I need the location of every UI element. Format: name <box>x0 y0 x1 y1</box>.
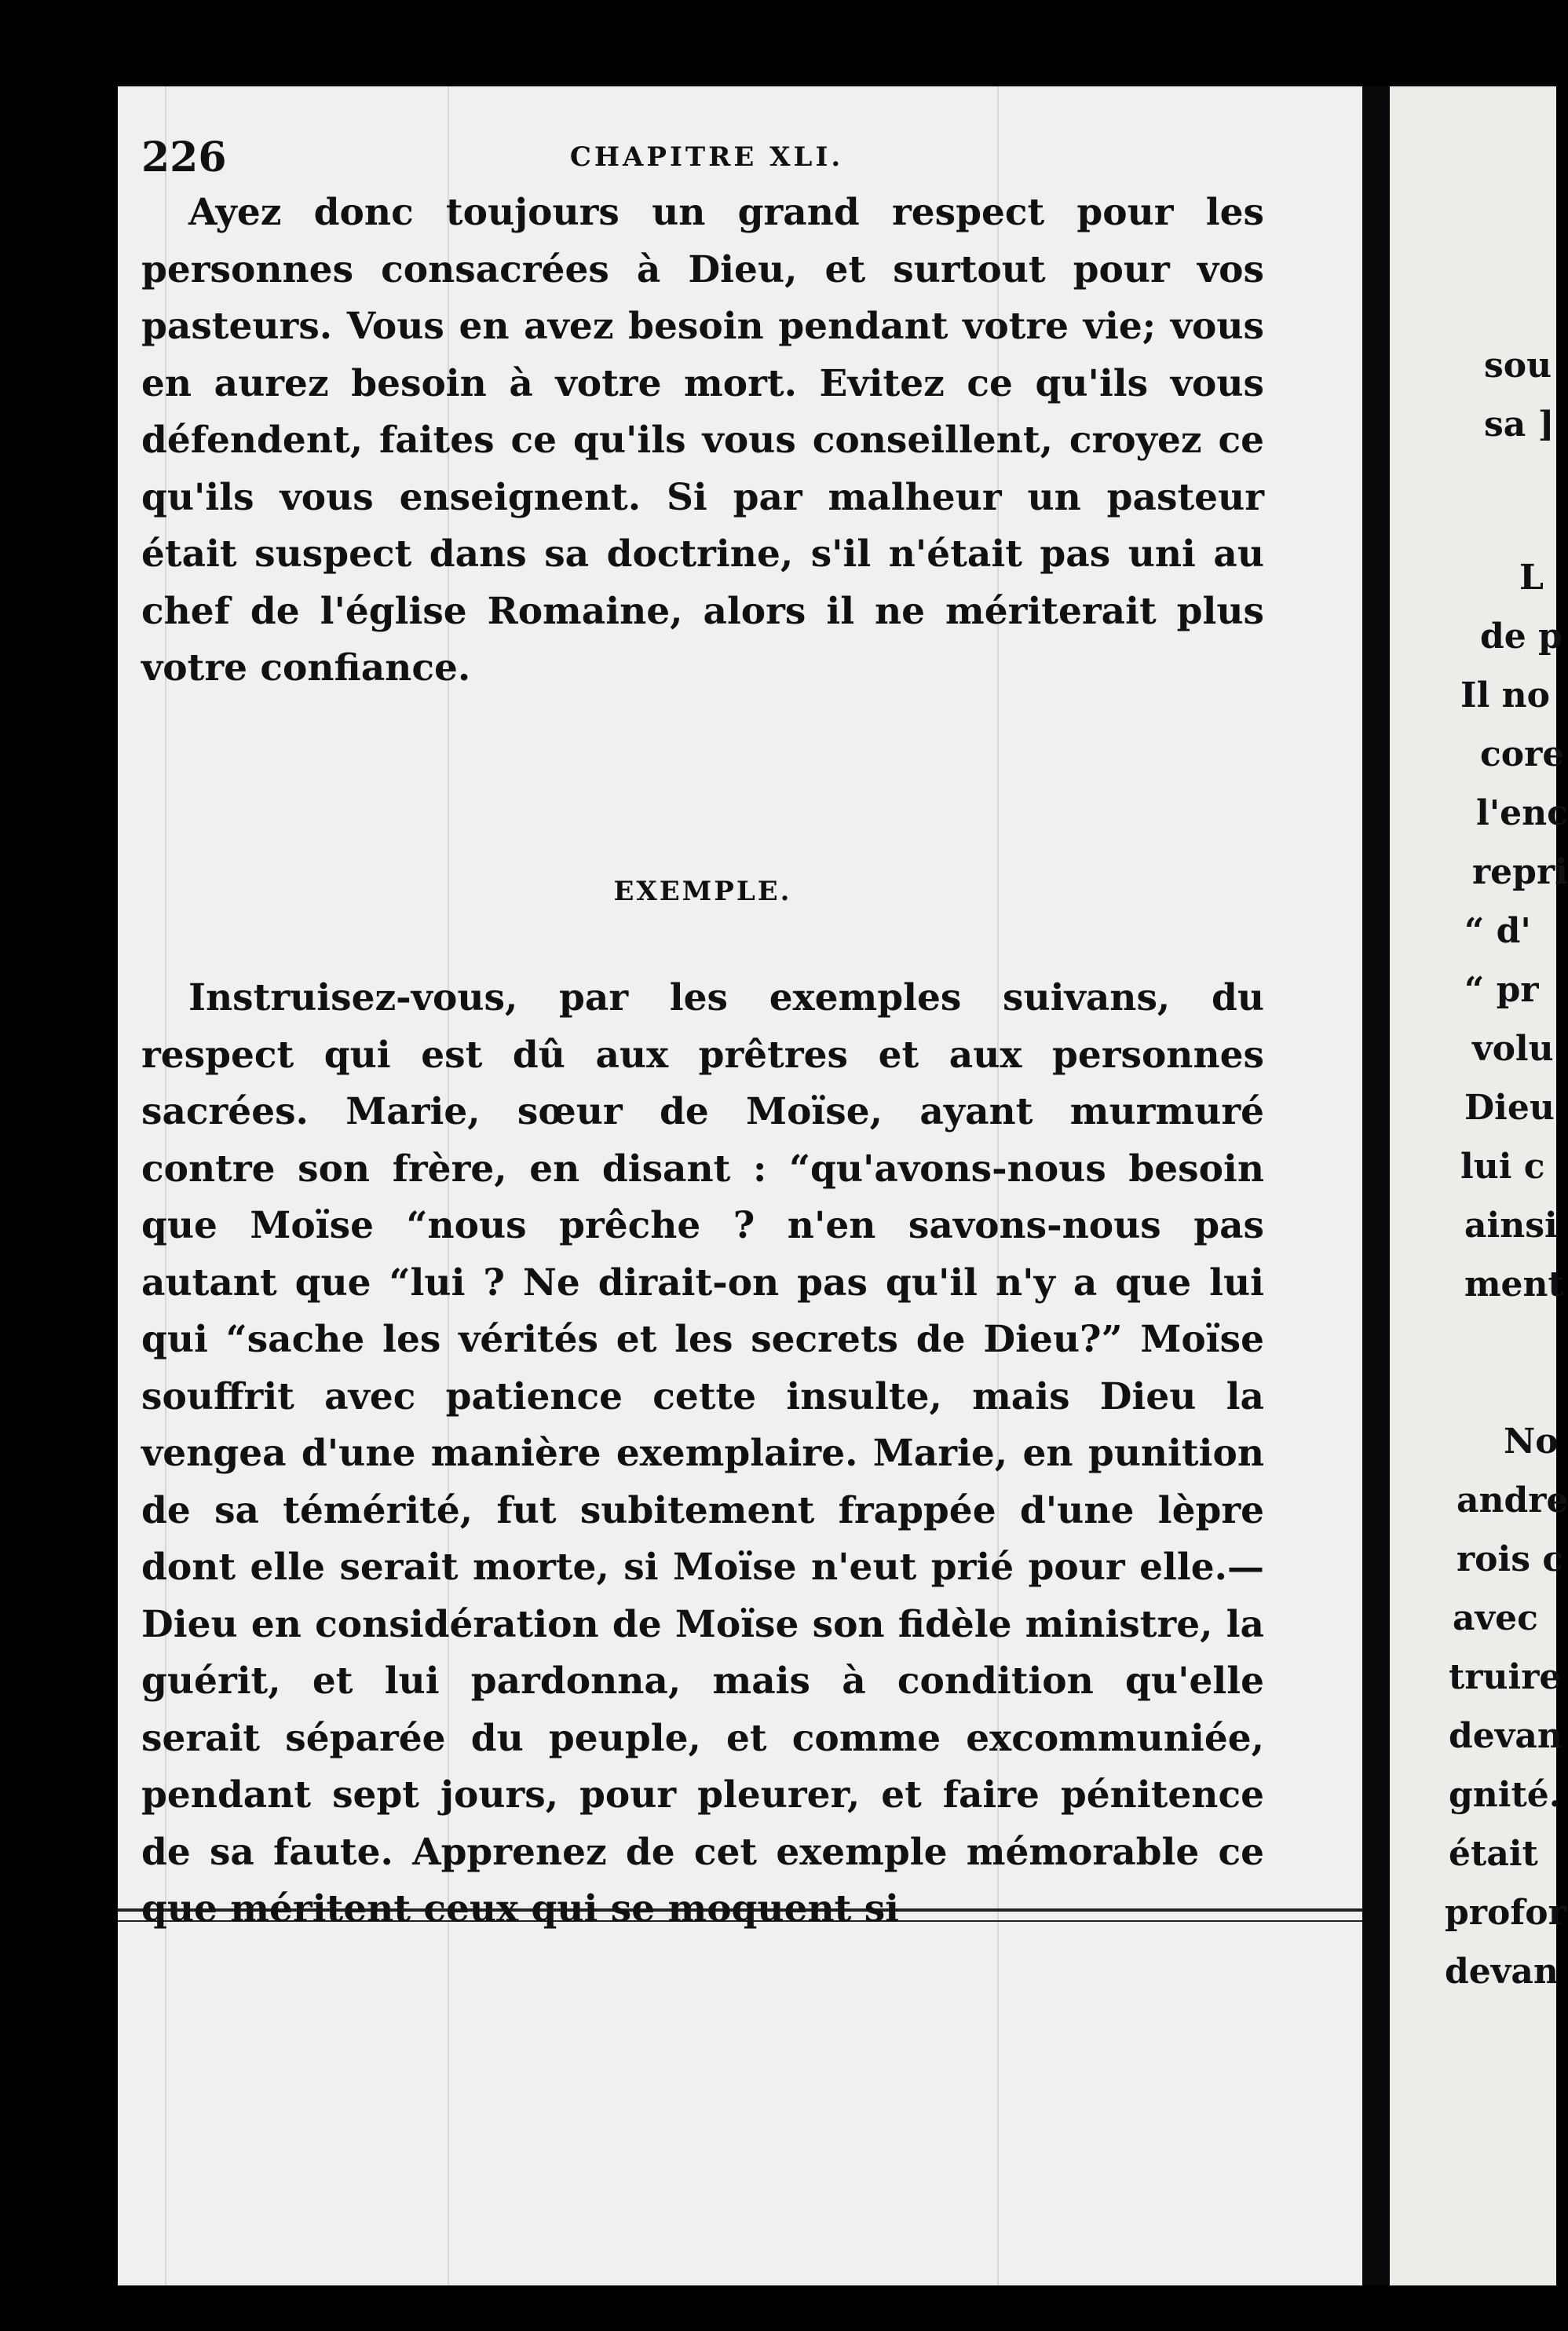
right-page-line: de p <box>1480 617 1563 657</box>
body-paragraph: Instruisez-vous, par les exemples suivans, du respect qui est dû aux prêtres et aux personnes sacrées. Marie, sœur de Moïse, ayant murmuré contre son frère, en disant : “qu'avons-nous besoin que Moïse “nous prêche ? n'en savons-nous pas autant que “lui ? Ne dirait-on pas qu'il n'y a que lui qui “sache les vérités et les secrets de Dieu?” Moïse souffrit avec patience cette insulte, mais Dieu la vengea d'une manière exemplaire. Marie, en punition de sa témérité, fut subitement frappée d'une lèpre dont elle serait morte, si Moïse n'eut prié pour elle.—Dieu en considération de Moïse son fidèle ministre, la guérit, et lui pardonna, mais à condition qu'elle serait séparée du peuple, et comme excommuniée, pendant sept jours, pour pleurer, et faire pénitence de sa faute. Apprenez de cet exemple mémorable ce que méritent ceux qui se moquent si <box>141 976 1264 1930</box>
right-page-line: l'enc <box>1476 793 1568 833</box>
page-number: 226 <box>141 134 227 181</box>
chapter-title: CHAPITRE XLI. <box>569 141 844 173</box>
right-page-line: rois c <box>1457 1539 1564 1579</box>
section-heading: EXEMPLE. <box>613 876 792 907</box>
right-page-line: ainsi <box>1464 1206 1558 1246</box>
right-page-line: sou <box>1484 346 1552 386</box>
page-header <box>141 134 1272 188</box>
right-page-line: “ pr <box>1464 970 1539 1010</box>
right-page-line: Il no <box>1460 675 1550 715</box>
right-page-line: avec <box>1453 1598 1538 1638</box>
right-page-line: profor <box>1445 1893 1566 1933</box>
right-page-line: volu <box>1472 1029 1554 1069</box>
right-page-line: repri <box>1472 852 1568 892</box>
right-page-line: andre <box>1457 1480 1568 1520</box>
right-page-line: sa ] <box>1484 404 1555 445</box>
right-page-line: devan <box>1445 1952 1559 1992</box>
right-page-line: L <box>1519 558 1544 598</box>
right-page-line: No <box>1504 1422 1559 1462</box>
right-page-line: gnité. <box>1449 1775 1562 1815</box>
right-page-line: core <box>1480 734 1565 774</box>
right-page-line: devan <box>1449 1716 1563 1756</box>
right-page-line: ment <box>1464 1264 1564 1305</box>
page-gutter <box>1362 86 1390 2285</box>
right-page-line: Dieu <box>1464 1088 1555 1128</box>
right-page-line: truire <box>1449 1657 1562 1697</box>
body-paragraph: Ayez donc toujours un grand respect pour les personnes consacrées à Dieu, et surtout pour vos pasteurs. Vous en avez besoin pendant votre vie; vous en aurez besoin à votre mort. Evitez ce qu'ils vous défendent, faites ce qu'ils vous conseillent, croyez ce qu'ils vous enseignent. Si par malheur un pasteur était suspect dans sa doctrine, s'il n'était pas uni au chef de l'église Romaine, alors il ne mériterait plus votre confiance. <box>141 191 1264 690</box>
right-page-line: “ d' <box>1464 911 1531 951</box>
right-page-line: était <box>1449 1834 1538 1874</box>
right-page-line: lui c <box>1460 1147 1545 1187</box>
